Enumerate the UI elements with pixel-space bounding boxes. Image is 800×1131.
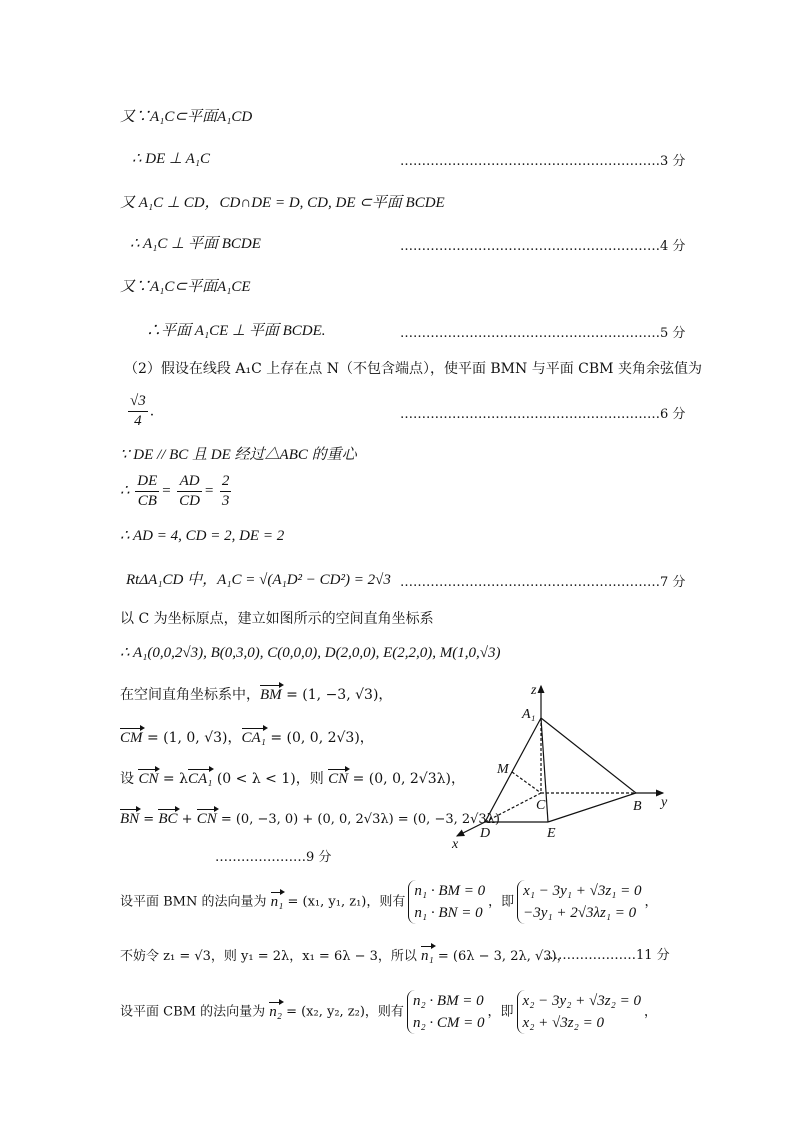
text: = (6λ − 3, 2λ, √3)， xyxy=(433,949,570,964)
score-11 xyxy=(545,947,670,965)
dots: …………………………………………………… xyxy=(400,575,660,590)
text: ， xyxy=(644,894,658,910)
line-9: ∵ DE // BC 且 DE 经过△ABC 的重心 xyxy=(120,447,357,463)
text: 不妨令 z₁ = √3，则 y₁ = 2λ，x₁ = 6λ − 3，所以 xyxy=(120,949,422,964)
dots: …………………………………………………… xyxy=(400,154,660,169)
line-3: 又 A₁C ⊥ CD，CD∩DE = D, CD, DE ⊂平面 BCDE xyxy=(120,195,445,211)
vector-CN: CN xyxy=(138,771,159,787)
dots: ………………… xyxy=(215,850,306,865)
line-15 xyxy=(120,686,392,704)
text: ，即 xyxy=(487,1004,514,1020)
line-1: 又∵A₁C⊂平面A₁CD xyxy=(120,109,253,125)
text: 设 xyxy=(120,771,139,787)
line-7: （2）假设在线段 A₁C 上存在点 N（不包含端点），使平面 BMN 与平面 CBM 夹角余弦值为 xyxy=(124,361,702,377)
vector-BC: BC xyxy=(158,811,178,827)
label-B: B xyxy=(633,799,642,814)
fraction xyxy=(177,472,202,511)
label-A1: A₁ xyxy=(522,707,536,722)
numerator: AD xyxy=(177,472,202,492)
line-21 xyxy=(120,947,570,966)
vector-CN: CN xyxy=(196,811,217,827)
label-D: D xyxy=(480,826,491,841)
vector-BM: BM xyxy=(260,687,282,703)
line-4: ∴ A₁C ⊥ 平面 BCDE xyxy=(130,236,261,252)
score-6 xyxy=(400,403,686,422)
line-13: 以 C 为坐标原点，建立如图所示的空间直角坐标系 xyxy=(120,611,434,627)
dots: …………………………………………………… xyxy=(400,326,660,341)
equation: n₂ · CM = 0 xyxy=(412,1015,485,1031)
denominator: CD xyxy=(179,493,201,509)
label-x: x xyxy=(452,837,459,852)
denominator: 3 xyxy=(221,493,230,509)
line-14: ∴ A₁(0,0,2√3), B(0,3,0), C(0,0,0), D(2,0,0), E(2,2,0), M(1,0,√3) xyxy=(120,645,501,661)
denominator: 4 xyxy=(134,413,142,429)
text: = (x₁, y₁, z₁)，则有 xyxy=(283,894,406,910)
line-2: ∴ DE ⊥ A₁C xyxy=(132,151,210,167)
text: = (0, −3, 0) + (0, 0, 2√3λ) = (0, −3, 2√3λ) xyxy=(216,812,501,827)
equation: x₂ + √3z₂ = 0 xyxy=(522,1015,604,1031)
score-label: 11 分 xyxy=(636,948,670,963)
equation-system xyxy=(408,880,485,924)
text: = (1, −3, √3)， xyxy=(281,687,393,703)
vector-CN: CN xyxy=(328,771,349,787)
label-M: M xyxy=(497,762,509,777)
text: = λ xyxy=(158,771,188,787)
text: 在空间直角坐标系中， xyxy=(120,687,260,703)
text: 设平面 BMN 的法向量为 xyxy=(120,894,271,910)
equation: n₂ · BM = 0 xyxy=(412,993,484,1009)
score-label: 9 分 xyxy=(306,850,332,865)
text: = (x₂, y₂, z₂)，则有 xyxy=(281,1004,404,1020)
segment-CM xyxy=(512,772,541,793)
score-label: 7 分 xyxy=(660,575,686,590)
vector-BN: BN xyxy=(120,811,140,827)
vector-n1: n₁ xyxy=(270,893,284,910)
label-C: C xyxy=(536,798,546,813)
score-9 xyxy=(215,849,331,867)
equation-system xyxy=(517,990,641,1034)
vector-CM: CM xyxy=(120,730,143,746)
line-6: ∴平面 A₁CE ⊥ 平面 BCDE. xyxy=(146,323,326,339)
edge-EB xyxy=(548,793,636,822)
therefore: ∴ xyxy=(120,482,130,499)
label-z: z xyxy=(531,683,537,698)
score-5 xyxy=(400,322,686,341)
line-17 xyxy=(120,770,465,788)
equation: −3y₁ + 2√3λz₁ = 0 xyxy=(523,905,637,921)
score-label: 6 分 xyxy=(660,407,686,422)
text: 设平面 CBM 的法向量为 xyxy=(120,1004,270,1020)
dots: ………………… xyxy=(545,948,636,963)
score-label: 3 分 xyxy=(660,154,686,169)
line-10: ∴ $\frac{DE}{CB}$ = $\frac{AD}{CD}$ = $\frac{2}{3}$ xyxy=(120,473,230,509)
text: = (1, 0, √3)， xyxy=(142,730,242,746)
text: ，即 xyxy=(488,894,515,910)
score-7 xyxy=(400,571,686,590)
line-22 xyxy=(120,990,657,1034)
equation-system xyxy=(517,880,641,924)
text: + xyxy=(177,812,197,827)
denominator: CB xyxy=(137,493,157,509)
numerator: DE xyxy=(135,472,159,492)
equation: n₁ · BM = 0 xyxy=(414,883,486,899)
text: (0 < λ < 1)，则 xyxy=(212,771,329,787)
vector-CA1: CA₁ xyxy=(187,771,213,787)
equation: x₁ − 3y₁ + √3z₁ = 0 xyxy=(523,883,642,899)
line-20 xyxy=(120,880,658,924)
score-label: 4 分 xyxy=(660,239,686,254)
equation: x₂ − 3y₂ + √3z₂ = 0 xyxy=(522,993,641,1009)
pyramid-coordinate-figure xyxy=(445,680,685,855)
score-3 xyxy=(400,150,686,169)
edge-A1B xyxy=(541,718,636,793)
line-18 xyxy=(120,810,500,829)
label-y: y xyxy=(661,795,668,810)
text: ， xyxy=(643,1004,657,1020)
fraction xyxy=(135,472,159,511)
vector-n1: n₁ xyxy=(421,948,434,964)
edge-A1D xyxy=(485,718,541,822)
fraction xyxy=(220,472,232,511)
vector-CA1: CA₁ xyxy=(241,730,266,746)
label-E: E xyxy=(547,826,556,841)
score-4 xyxy=(400,235,686,254)
numerator: 2 xyxy=(220,472,232,492)
line-12: RtΔA₁CD 中，A₁C = √(A₁D² − CD²) = 2√3 xyxy=(126,572,391,588)
text: = (0, 0, 2√3)， xyxy=(265,730,374,746)
vector-n2: n₂ xyxy=(269,1003,282,1020)
line-16 xyxy=(120,729,374,747)
equation: n₁ · BN = 0 xyxy=(414,905,483,921)
numerator: √3 xyxy=(128,392,148,412)
dots: …………………………………………………… xyxy=(400,407,660,422)
dots: …………………………………………………… xyxy=(400,239,660,254)
line-11: ∴ AD = 4, CD = 2, DE = 2 xyxy=(120,528,285,544)
equation-system xyxy=(407,990,485,1034)
fraction-sqrt3-over-4 xyxy=(128,392,148,431)
text: = (0, 0, 2√3λ)， xyxy=(348,771,465,787)
score-label: 5 分 xyxy=(660,326,686,341)
line-8: $\frac{√3}{4}$ . xyxy=(130,393,155,429)
line-5: 又∵A₁C⊂平面A₁CE xyxy=(120,279,251,295)
text: = xyxy=(139,812,159,827)
